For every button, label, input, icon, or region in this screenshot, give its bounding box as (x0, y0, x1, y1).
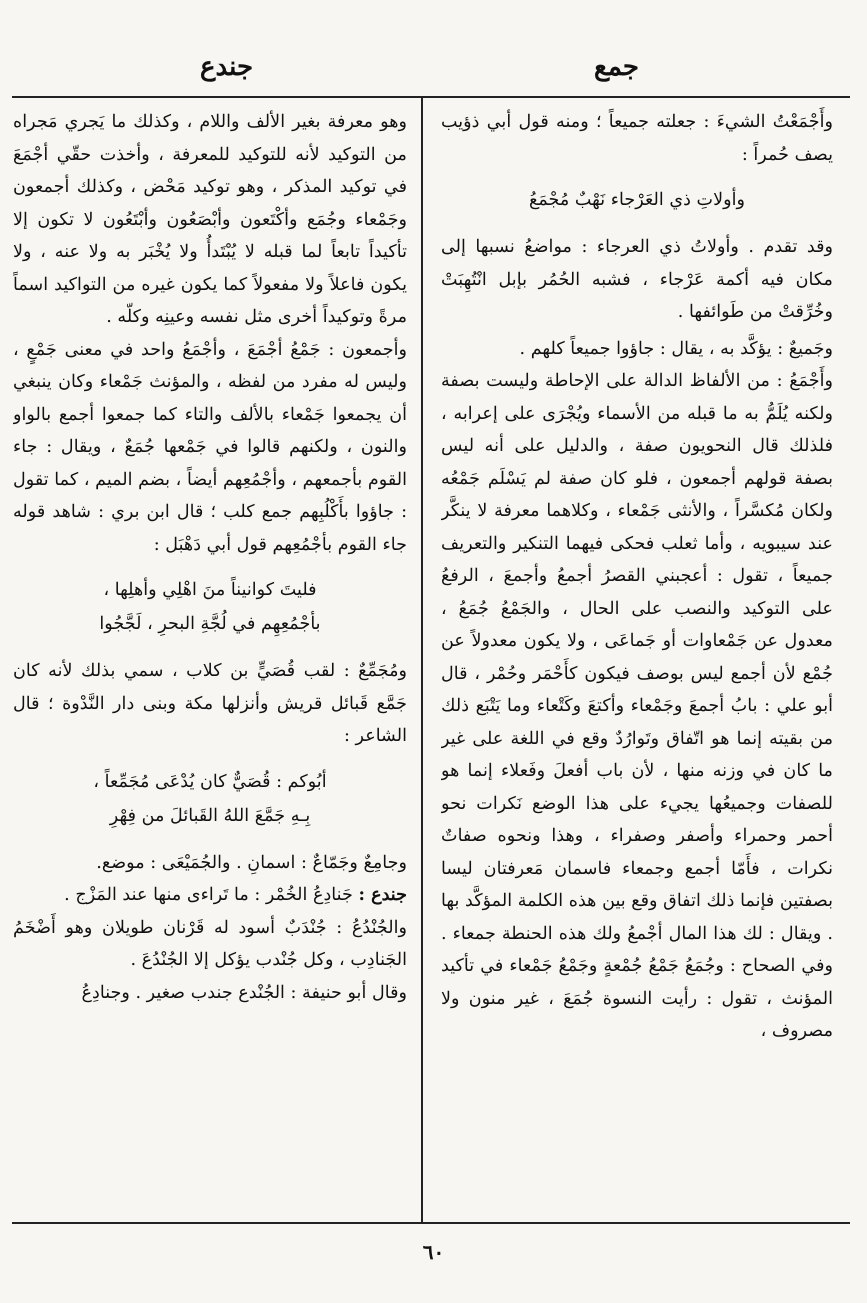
right-para-2: وقد تقدم . وأولاتُ ذي العرجاء : مواضعُ نسبها إلى مكان فيه أكمة عَرْجاء ، فشبه الحُمُر بإبل انْتُهِبَتْ وخُرِّقتْ من طَوائفها . (441, 237, 833, 322)
right-para-4: وأَجْمَعُ : من الألفاظ الدالة على الإحاطة وليست بصفة ولكنه يُلَمُّ به ما قبله من الأسماء ويُجْرَى على إعرابه ، فلذلك قال النحويون صفة ، والدليل على أنه ليس بصفة قولهم أجمعون ، فلو كان صفة لم يَسْلَم جَمْعُه ولكان مُكسَّراً ، والأنثى جَمْعاء ، وكلاهما معرفة لا ينكَّر عند سيبويه ، وأما ثعلب فحكى فيهما التنكير والتعريف جميعاً ، تقول : أعجبني القصرُ أجمعُ وأجمعَ ، الرفعُ على التوكيد والنصب على الحال ، والجَمْعُ جُمَعُ ، معدول عن جَمْعاوات أو جَماعَى ، ولا يكون معدولاً عن جُمْع لأن أجمع ليس بوصف فيكون كأَحْمَر وحُمْر ، قال أبو علي : بابُ أجمعَ وجَمْعاء وأكتعَ وكَتْعاء وما يَتْبَع ذلك من بقيته إنما هو اتّفاق وتَوارُدٌ وقع في اللغة على غير ما كان في وزنه منها ، لأن باب أفعلَ وفَعلاء إنما هو للصفات وجميعُها يجيء على هذا الوضع نَكرات نحو أحمر وحمراء وأصفر وصفراء ، وهذا ونحوه صفاتٌ نكرات ، فأَمّا أجمع وجمعاء فاسمان مَعرفتان ليسا بصفتين فإنما ذلك اتفاق وقع بين هذه الكلمة المؤكَّد بها . ويقال : لك هذا المال أجْمعُ ولك هذه الحنطة جمعاء . وفي الصحاح : وجُمَعُ جَمْعُ جُمْعةٍ وجَمْعُ جَمْعاء في تأكيد المؤنث ، تقول : رأيت النسوة جُمَعَ ، غير منون ولا مصروف ، (441, 371, 833, 1041)
left-verse-2-line-a: أبُوكم : قُصَيٌّ كان يُدْعَى مُجَمِّعاً ، (93, 771, 327, 792)
right-para-3: وجَميعٌ : يؤكَّد به ، يقال : جاؤوا جميعاً كلهم . (519, 338, 833, 359)
right-verse-1 (441, 183, 833, 217)
entry-headword: جندع : (358, 884, 407, 905)
running-head-right: جمع (594, 52, 639, 82)
running-head-left: جندع (200, 52, 254, 82)
left-para-2: وأجمعون : جَمْعُ أجْمَعَ ، وأجْمَعُ واحد في معنى جَمْعٍ ، وليس له مفرد من لفظه ، والمؤنث جَمْعاء وكان ينبغي أن يجمعوا جَمْعاء بالألف والتاء كما جمعوا أجمع بالواو والنون ، ولكنهم قالوا في جَمْعها جُمَعٌ ، ويقال : جاء القوم بأجمعهم ، وأجْمُعِهم أيضاً ، بضم الميم ، كما تقول : جاؤوا بأَكْلُبِهم جمع كلب ؛ قال ابن بري : شاهد قوله جاء القوم بأجْمُعِهم قول أبي دَهْبَل : (13, 339, 407, 555)
left-para-6: وقال أبو حنيفة : الجُنْدع جندب صغير . وجنادِعُ (81, 982, 407, 1003)
left-verse-1-line-b: بأجْمُعِهِم في لُجَّةِ البحرِ ، لَجَّجُوا (99, 614, 321, 634)
column-divider (421, 98, 423, 1222)
entry-jundu (13, 879, 407, 912)
right-verse-line: وأولاتِ ذي العَرْجاء نَهْبٌ مُجْمَعُ (528, 190, 745, 210)
header-rule (12, 96, 850, 98)
left-column (13, 106, 407, 1216)
left-verse-1 (13, 573, 407, 641)
page-header (0, 52, 867, 92)
left-para-3: ومُجَمِّعٌ : لقب قُصَيٍّ بن كلاب ، سمي بذلك لأنه كان جَمَّع قَبائل قريش وأنزلها مكة وبنى دار النَّدْوة ؛ قال الشاعر : (13, 661, 407, 746)
entry-definition: جَنادِعُ الخُمْر : ما تَراءى منها عند المَزْج . (64, 885, 353, 905)
page-number: ٦٠ (422, 1240, 445, 1264)
left-para-4: وجامِعٌ وجَمّاعٌ : اسمانِ . والجُمَيْعَى : موضع. (96, 852, 407, 873)
left-verse-2-line-b: بِـهِ جَمَّعَ اللهُ القَبائلَ من فِهْرِ (109, 805, 311, 826)
left-para-1: وهو معرفة بغير الألف واللام ، وكذلك ما يَجري مَجراه من التوكيد لأنه للتوكيد للمعرفة ، وأخذت حقّي أجْمَعَ في توكيد المذكر ، وهو توكيد مَحْض ، وكذلك أجمعون وجَمْعاء وجُمَع وأكْتَعون وأبْصَعُون وأبْتَعُون لا تكون إلا تأكيداً تابعاً لما قبله لا يُبْتَدأُ ولا يُخْبَر به ولا عنه ، ولا يكون فاعلاً ولا مفعولاً كما يكون غيره من التواكيد اسماً مرةً وتوكيداً أخرى مثل نفسه وعينِه وكلّه . (13, 112, 407, 327)
left-verse-1-line-a: فليتَ كوانيناً منَ اهْلِي وأهلِها ، (103, 580, 317, 600)
right-column (441, 106, 833, 1216)
left-verse-2 (13, 765, 407, 833)
left-para-5: والجُنْدُعُ : جُنْدَبٌ أسود له قَرْنان طويلان وهو أَضْخَمُ الجَنادِب ، وكل جُنْدب يؤكل إلا الجُنْدُعَ . (13, 917, 407, 970)
footer-rule (12, 1222, 850, 1224)
right-para-1: وأَجْمَعْتُ الشيءَ : جعلته جميعاً ؛ ومنه قول أبي ذؤيب يصف حُمراً : (441, 112, 833, 165)
